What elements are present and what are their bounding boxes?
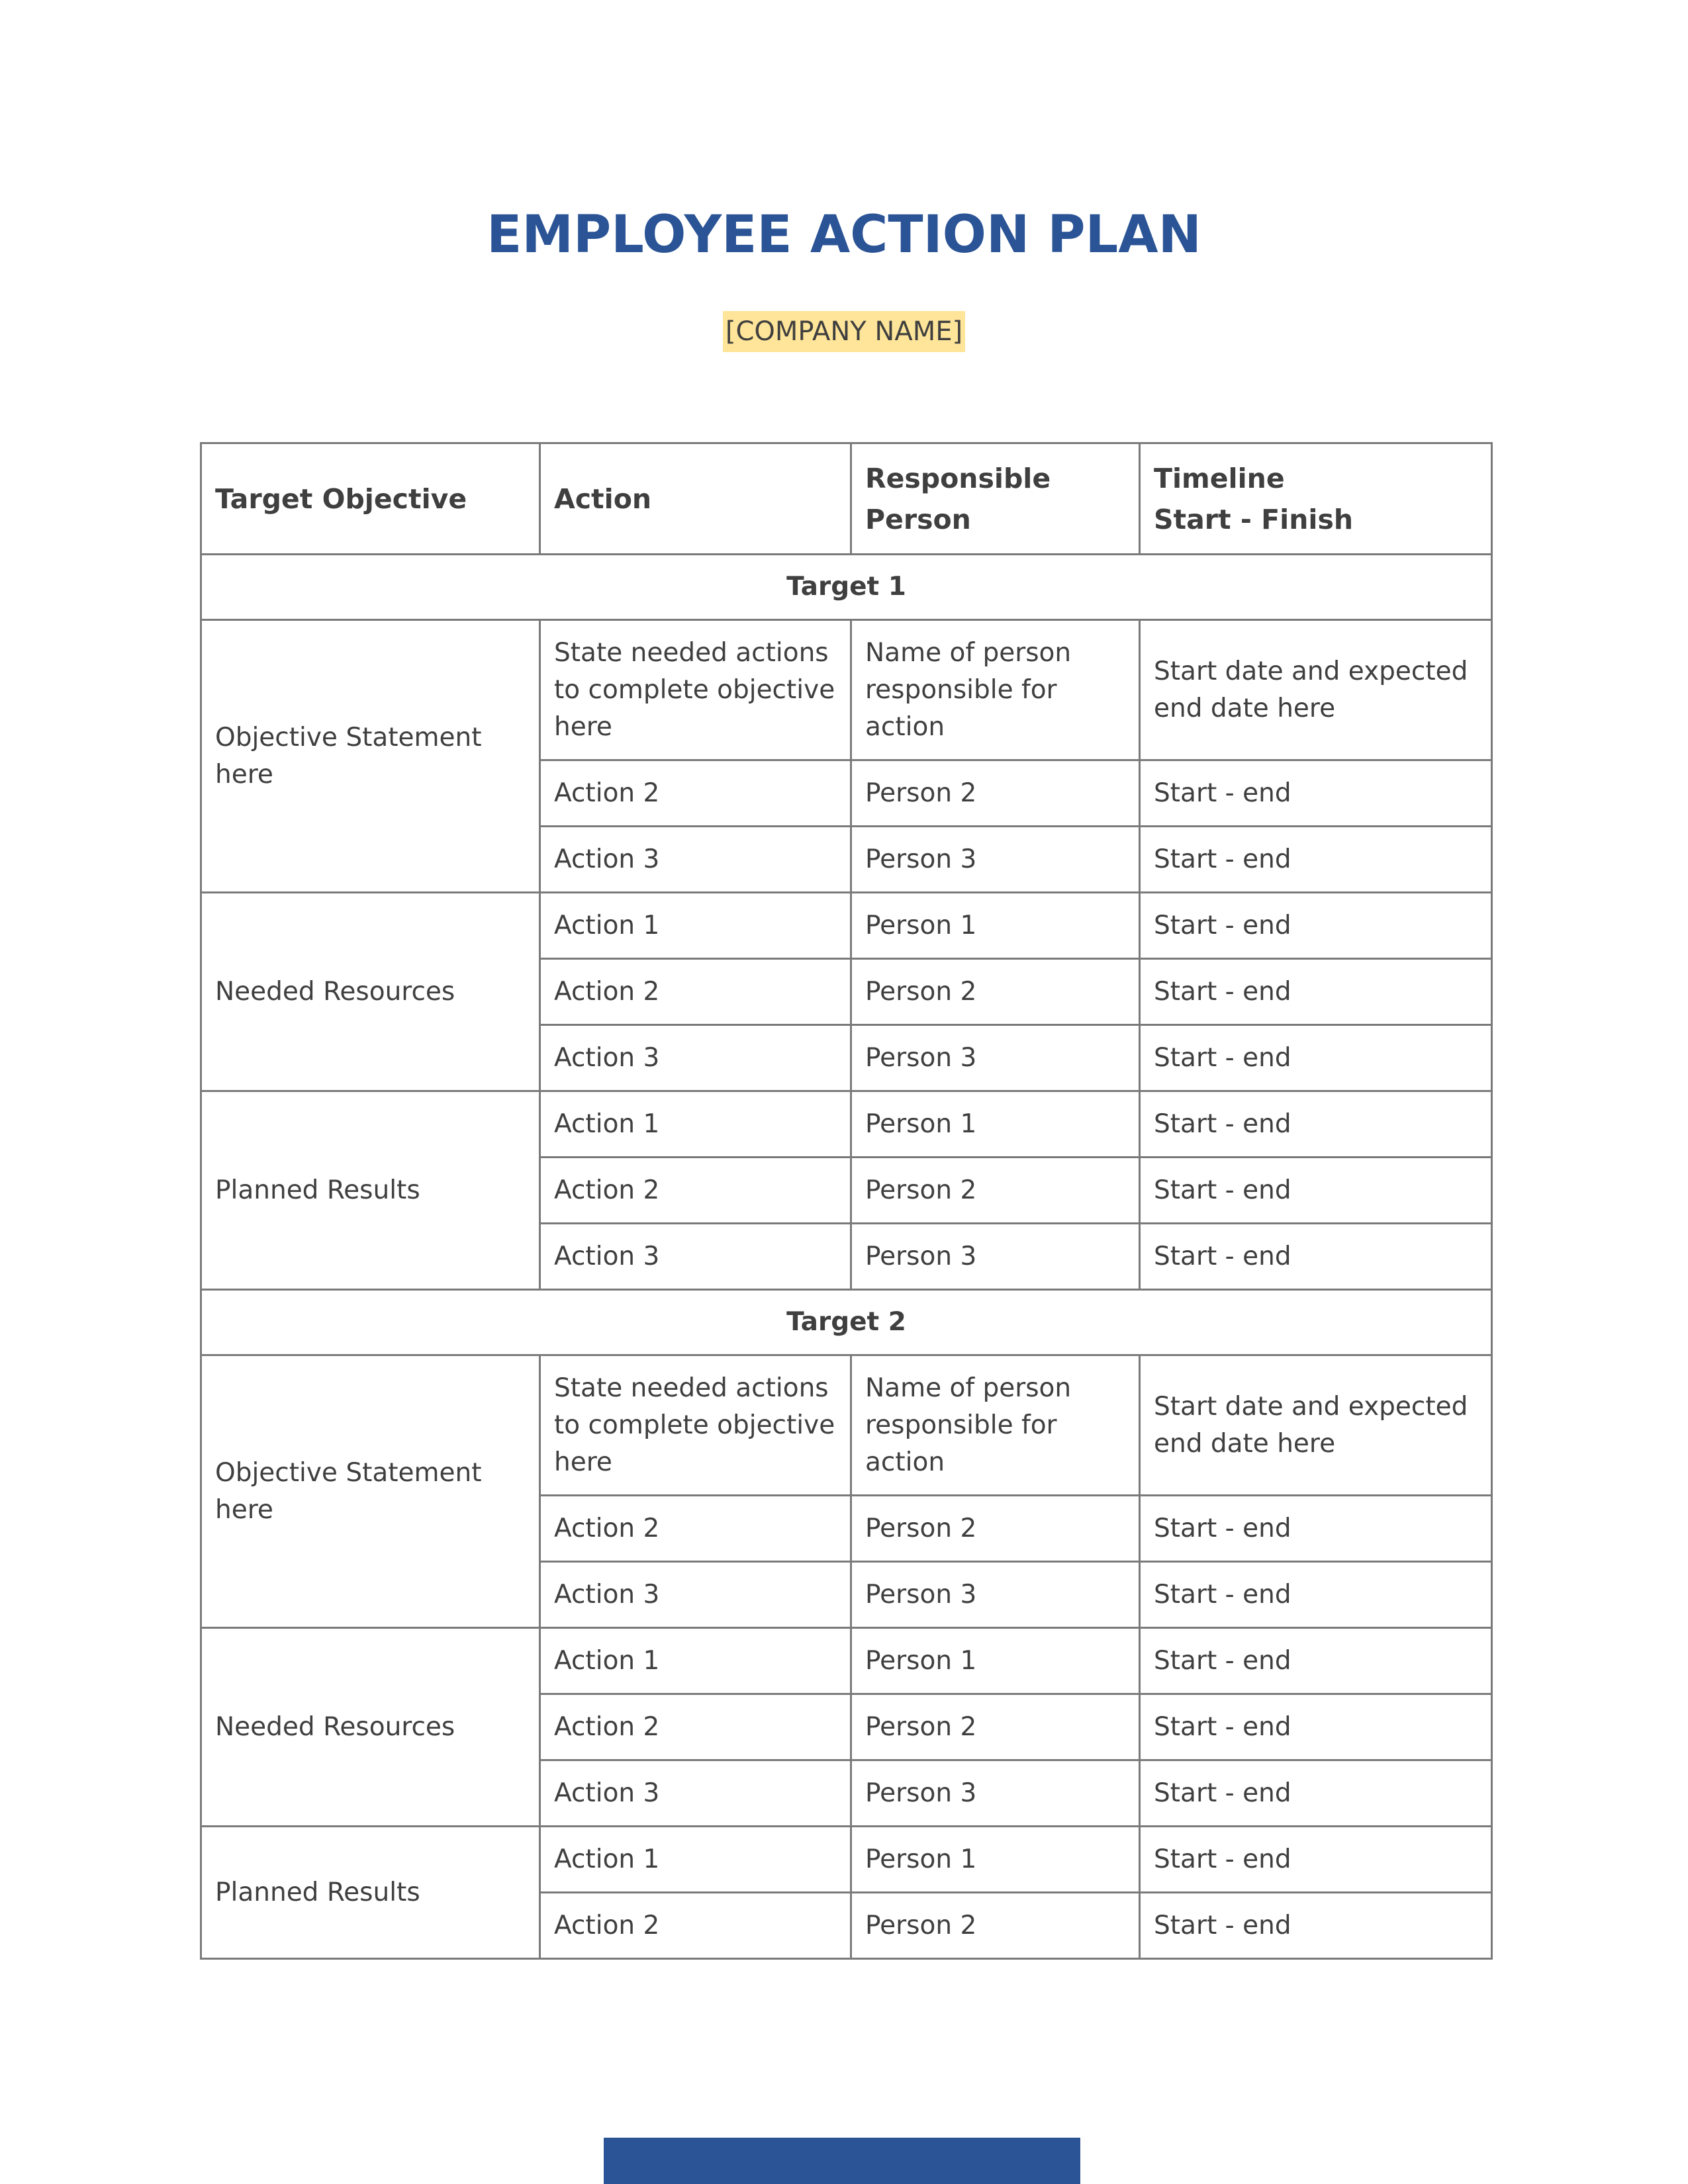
objective-cell[interactable]: Objective Statement here [201,1355,540,1628]
action-cell[interactable]: Action 2 [540,1694,851,1760]
person-cell[interactable]: Person 1 [851,1827,1140,1893]
header-timeline-line1: Timeline [1154,462,1285,494]
action-cell[interactable]: Action 2 [540,1893,851,1959]
action-cell[interactable]: State needed actions to complete objective here [540,1355,851,1496]
person-cell[interactable]: Person 3 [851,1760,1140,1827]
person-cell[interactable]: Person 1 [851,1628,1140,1694]
header-timeline-line2: Start - Finish [1154,503,1354,535]
action-cell[interactable]: Action 2 [540,1158,851,1224]
person-cell[interactable]: Person 2 [851,760,1140,827]
person-cell[interactable]: Person 2 [851,1158,1140,1224]
timeline-cell[interactable]: Start - end [1140,1827,1492,1893]
table-row [201,1827,1492,1893]
person-cell[interactable]: Person 1 [851,893,1140,959]
person-cell[interactable]: Person 2 [851,959,1140,1025]
company-name-wrapper [0,311,1688,352]
timeline-cell[interactable]: Start - end [1140,959,1492,1025]
person-cell[interactable]: Person 3 [851,1224,1140,1290]
person-cell[interactable]: Person 3 [851,1025,1140,1091]
person-cell[interactable]: Person 1 [851,1091,1140,1158]
action-cell[interactable]: Action 2 [540,1496,851,1562]
header-action: Action [540,443,851,555]
table-row [201,620,1492,760]
timeline-cell[interactable]: Start - end [1140,893,1492,959]
objective-cell[interactable]: Planned Results [201,1091,540,1290]
person-cell[interactable]: Person 2 [851,1694,1140,1760]
table-row [201,1355,1492,1496]
person-cell[interactable]: Person 2 [851,1893,1140,1959]
timeline-cell[interactable]: Start - end [1140,1224,1492,1290]
person-cell[interactable]: Name of person responsible for action [851,620,1140,760]
action-cell[interactable]: Action 1 [540,1091,851,1158]
person-cell[interactable]: Person 3 [851,827,1140,893]
target-section-row [201,555,1492,620]
table-body [201,555,1492,1959]
timeline-cell[interactable]: Start - end [1140,1025,1492,1091]
timeline-cell[interactable]: Start - end [1140,1893,1492,1959]
action-cell[interactable]: Action 3 [540,1760,851,1827]
target-section-label: Target 2 [201,1290,1492,1355]
action-cell[interactable]: State needed actions to complete objective here [540,620,851,760]
person-cell[interactable]: Name of person responsible for action [851,1355,1140,1496]
table-row [201,1091,1492,1158]
table-row [201,1628,1492,1694]
header-responsible-person: Responsible Person [851,443,1140,555]
action-cell[interactable]: Action 3 [540,1562,851,1628]
action-cell[interactable]: Action 1 [540,1628,851,1694]
action-cell[interactable]: Action 3 [540,1224,851,1290]
timeline-cell[interactable]: Start - end [1140,1158,1492,1224]
target-section-label: Target 1 [201,555,1492,620]
action-cell[interactable]: Action 3 [540,1025,851,1091]
company-name-placeholder[interactable]: [COMPANY NAME] [723,311,965,352]
header-timeline [1140,443,1492,555]
objective-cell[interactable]: Planned Results [201,1827,540,1959]
timeline-cell[interactable]: Start - end [1140,760,1492,827]
person-cell[interactable]: Person 3 [851,1562,1140,1628]
timeline-cell[interactable]: Start date and expected end date here [1140,620,1492,760]
timeline-cell[interactable]: Start - end [1140,827,1492,893]
action-cell[interactable]: Action 2 [540,959,851,1025]
timeline-cell[interactable]: Start - end [1140,1628,1492,1694]
person-cell[interactable]: Person 2 [851,1496,1140,1562]
table-header-row [201,443,1492,555]
timeline-cell[interactable]: Start - end [1140,1496,1492,1562]
timeline-cell[interactable]: Start - end [1140,1562,1492,1628]
action-cell[interactable]: Action 2 [540,760,851,827]
header-target-objective: Target Objective [201,443,540,555]
timeline-cell[interactable]: Start date and expected end date here [1140,1355,1492,1496]
objective-cell[interactable]: Needed Resources [201,1628,540,1827]
action-plan-table [200,442,1493,1960]
action-cell[interactable]: Action 1 [540,893,851,959]
timeline-cell[interactable]: Start - end [1140,1694,1492,1760]
action-cell[interactable]: Action 3 [540,827,851,893]
page-title: EMPLOYEE ACTION PLAN [487,205,1201,265]
target-section-row [201,1290,1492,1355]
action-cell[interactable]: Action 1 [540,1827,851,1893]
table-row [201,893,1492,959]
objective-cell[interactable]: Objective Statement here [201,620,540,893]
timeline-cell[interactable]: Start - end [1140,1091,1492,1158]
objective-cell[interactable]: Needed Resources [201,893,540,1091]
footer-accent-bar [604,2138,1080,2184]
timeline-cell[interactable]: Start - end [1140,1760,1492,1827]
